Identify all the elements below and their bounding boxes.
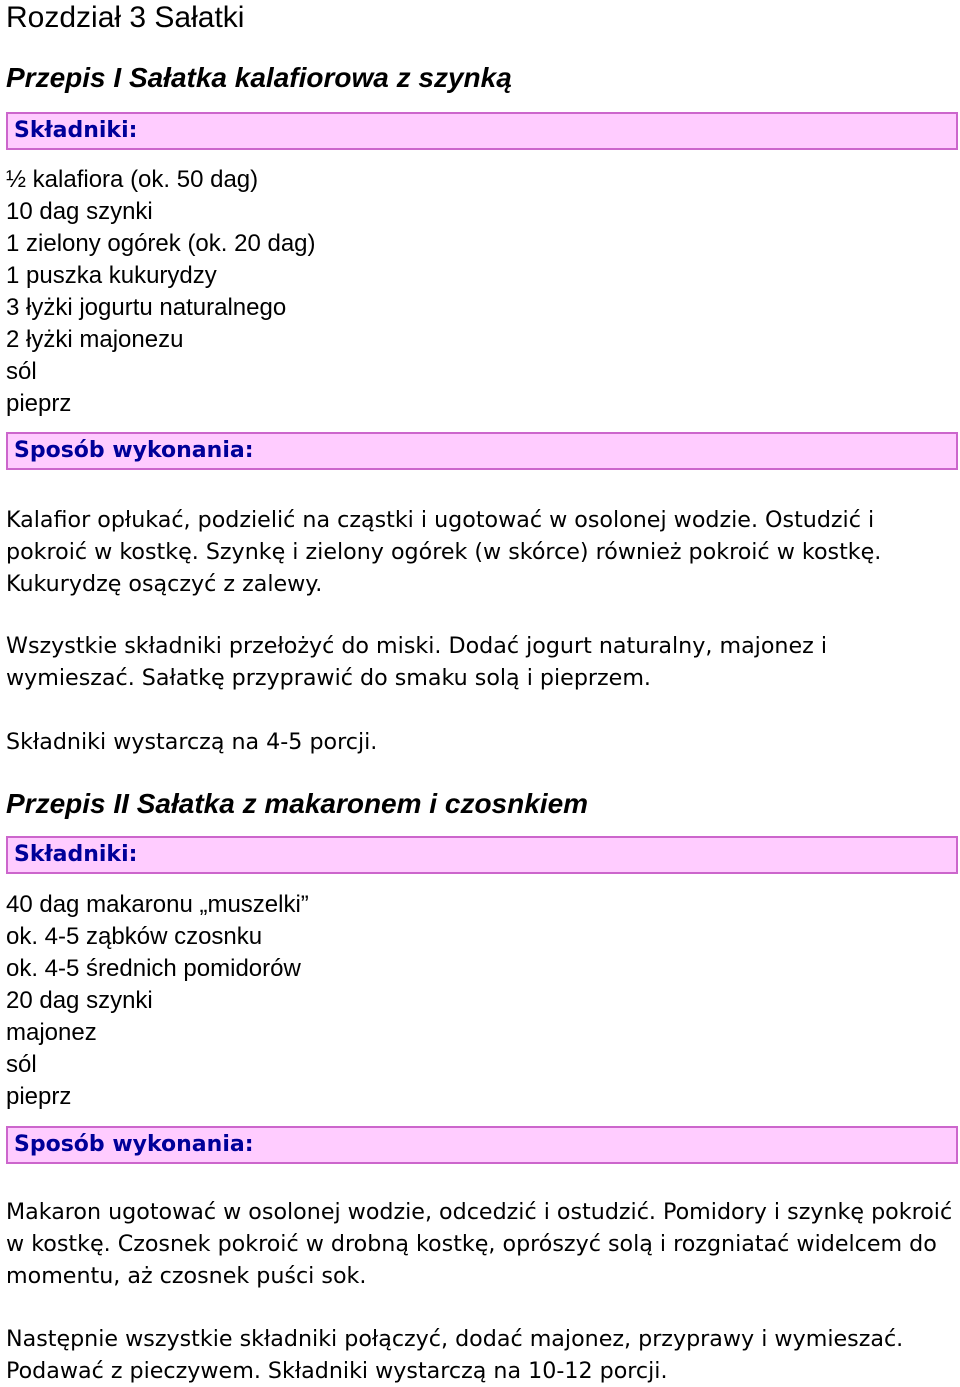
ingredient-item: sól	[6, 358, 37, 385]
recipe-1-ingredient-list	[6, 164, 316, 420]
ingredient-item: pieprz	[6, 1083, 72, 1110]
recipe-2-paragraph-1: Makaron ugotować w osolonej wodzie, odcedzić i ostudzić. Pomidory i szynkę pokroić w kostkę. Czosnek pokroić w drobną kostkę, oprószyć solą i rozgniatać widelcem do momentu, aż czosnek puści sok.	[6, 1199, 953, 1289]
recipe-1-paragraph-2: Wszystkie składniki przełożyć do miski. Dodać jogurt naturalny, majonez i wymieszać. Sałatkę przyprawić do smaku solą i pieprzem.	[6, 633, 827, 691]
ingredient-item: 20 dag szynki	[6, 987, 153, 1014]
ingredient-item: 1 zielony ogórek (ok. 20 dag)	[6, 230, 316, 257]
ingredient-item: sól	[6, 1051, 37, 1078]
recipe-1-paragraph-3: Składniki wystarczą na 4-5 porcji.	[6, 729, 378, 755]
recipe-1-paragraph-1: Kalafior opłukać, podzielić na cząstki i ugotować w osolonej wodzie. Ostudzić i pokroić w kostkę. Szynkę i zielony ogórek (w skórce) również pokroić w kostkę. Kukurydzę osączyć z zalewy.	[6, 507, 882, 597]
recipe-1-method-header	[6, 432, 958, 470]
recipe-2-method-heading: Sposób wykonania:	[14, 1132, 254, 1157]
recipe-1-ingredients-heading: Składniki:	[14, 118, 138, 143]
recipe-2-ingredients-header	[6, 836, 958, 874]
chapter-title: Rozdział 3 Sałatki	[6, 1, 245, 34]
recipe-1-method-heading: Sposób wykonania:	[14, 438, 254, 463]
ingredient-item: pieprz	[6, 390, 72, 417]
ingredient-item: 3 łyżki jogurtu naturalnego	[6, 294, 287, 321]
recipe-2-ingredients-heading: Składniki:	[14, 842, 138, 867]
recipe-1-title: Przepis I Sałatka kalafiorowa z szynką	[6, 62, 512, 93]
recipe-2-ingredient-list	[6, 889, 309, 1113]
ingredient-item: ½ kalafiora (ok. 50 dag)	[6, 166, 259, 193]
ingredient-item: majonez	[6, 1019, 97, 1046]
recipe-2-title: Przepis II Sałatka z makaronem i czosnkiem	[6, 788, 589, 819]
ingredient-item: 40 dag makaronu „muszelki”	[6, 891, 309, 918]
ingredient-item: ok. 4-5 ząbków czosnku	[6, 923, 263, 950]
ingredient-item: 10 dag szynki	[6, 198, 153, 225]
recipe-1-ingredients-header	[6, 112, 958, 150]
ingredient-item: 1 puszka kukurydzy	[6, 262, 217, 289]
recipe-2-method-header	[6, 1126, 958, 1164]
ingredient-item: ok. 4-5 średnich pomidorów	[6, 955, 301, 982]
recipe-2-paragraph-2: Następnie wszystkie składniki połączyć, dodać majonez, przyprawy i wymieszać. Podawać z pieczywem. Składniki wystarczą na 10-12 porcji.	[6, 1326, 904, 1384]
ingredient-item: 2 łyżki majonezu	[6, 326, 184, 353]
